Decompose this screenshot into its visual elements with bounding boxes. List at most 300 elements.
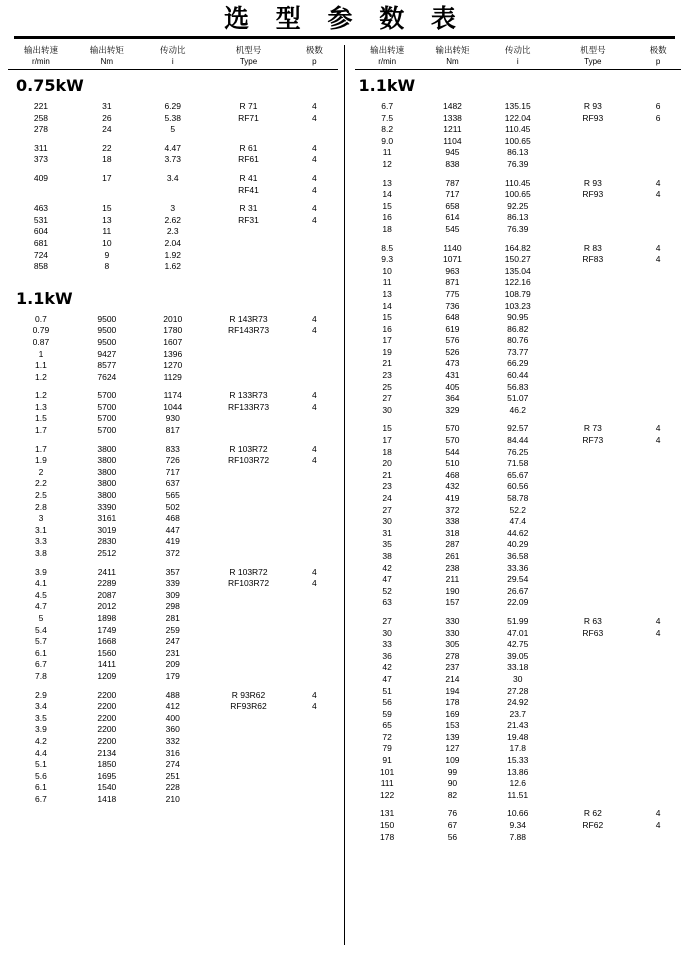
cell-poles: 4 [312,142,317,153]
cell-output-speed: 858 [33,261,49,272]
cell-output-torque: 1695 [97,770,117,781]
cell-poles [635,458,681,470]
cell-output-speed: 5.1 [35,759,47,770]
header-output-torque-cn: 输出转矩 [435,45,470,55]
cell-poles [291,759,337,771]
cell-ratio: 372 [165,548,180,558]
cell-poles: 4 [655,242,661,253]
table-row [8,185,338,197]
cell-type [550,832,635,844]
table-row [8,390,338,402]
table-row [355,405,682,417]
cell-output-speed: 21 [382,358,392,369]
cell-output-torque: 2134 [97,747,117,758]
cell-output-torque: 211 [445,574,460,585]
power-rating-heading: 1.1kW [16,288,73,308]
cell-output-torque: 318 [445,527,460,538]
header-output-speed [355,45,420,67]
table-row [8,690,338,702]
cell-poles [635,778,681,790]
table-row [8,113,338,125]
cell-output-torque: 1211 [443,124,462,135]
cell-ratio: 17.8 [509,743,527,754]
cell-ratio: 502 [165,501,180,512]
cell-ratio: 1396 [163,348,183,359]
cell-output-speed: 52 [382,585,392,596]
table-row [355,674,682,686]
cell-ratio: 400 [165,712,180,723]
cell-type: R 31 [239,203,258,214]
right-column-body [355,76,682,843]
cell-output-torque: 364 [445,393,460,404]
cell-output-speed: 16 [382,212,392,223]
cell-ratio: 1780 [163,325,183,336]
table-row [355,423,682,435]
cell-output-torque: 570 [445,423,460,434]
cell-ratio: 209 [165,659,180,670]
cell-ratio: 231 [165,647,180,658]
table-row [8,625,338,637]
cell-output-speed: 72 [382,731,392,742]
table-row [8,502,338,514]
table-row [355,124,682,136]
cell-ratio: 66.29 [507,358,529,369]
cell-output-speed: 409 [33,172,49,183]
table-row [355,370,682,382]
cell-output-torque: 3800 [97,443,117,454]
table-row [355,243,682,255]
cell-output-speed: 3 [38,513,44,524]
cell-output-speed: 1.9 [35,455,47,466]
cell-poles [635,277,681,289]
cell-poles [291,261,337,273]
cell-ratio: 281 [165,612,180,623]
model-group [8,444,338,560]
cell-output-torque: 614 [445,212,460,223]
table-row [355,481,682,493]
cell-output-speed: 7.5 [381,112,394,123]
cell-ratio [140,185,206,197]
cell-ratio: 247 [165,636,180,647]
table-row [8,601,338,613]
cell-output-torque: 658 [445,200,460,211]
cell-poles [635,755,681,767]
table-row [355,720,682,732]
cell-output-torque: 2512 [97,548,117,558]
cell-poles [635,370,681,382]
cell-output-speed: 15 [382,312,392,323]
table-row [8,613,338,625]
table-row [8,261,338,273]
table-row [355,393,682,405]
cell-output-torque: 238 [445,562,460,573]
cell-poles [635,743,681,755]
cell-output-speed: 10 [382,265,392,276]
cell-type: R 103R72 [229,443,268,454]
cell-output-speed: 0.7 [35,313,47,324]
cell-output-torque: 945 [445,147,460,158]
cell-output-torque: 1071 [442,254,462,265]
cell-output-torque: 329 [445,404,460,415]
table-row [355,686,682,698]
cell-output-torque: 127 [445,743,460,754]
cell-ratio: 100.65 [504,189,531,200]
cell-output-speed: 5.6 [35,770,47,781]
cell-ratio: 6.29 [164,101,181,111]
cell-output-speed: 14 [382,300,392,311]
cell-type [550,358,635,370]
cell-poles [291,671,337,683]
cell-ratio: 833 [165,443,180,454]
cell-ratio: 71.58 [507,458,529,469]
cell-output-speed: 14 [382,189,392,200]
cell-output-torque: 570 [445,435,460,446]
cell-type [206,525,292,537]
cell-type [206,413,292,425]
cell-type [550,301,635,313]
cell-output-speed: 4.2 [35,735,47,746]
table-row [355,832,682,844]
cell-ratio: 46.2 [509,404,527,415]
table-row [355,382,682,394]
cell-poles: 4 [655,423,661,434]
cell-type: RF143R73 [227,325,270,336]
cell-ratio: 110.45 [505,124,531,135]
cell-type: RF63 [582,627,604,638]
table-columns [8,45,681,945]
table-row [8,659,338,671]
cell-output-speed: 2.9 [35,689,47,700]
cell-output-speed [8,185,74,197]
cell-type [550,662,635,674]
cell-type: R 93 [583,177,602,188]
table-row [8,578,338,590]
cell-poles [635,447,681,459]
table-row [8,713,338,725]
cell-poles [635,686,681,698]
cell-poles: 6 [655,112,661,123]
table-row [8,701,338,713]
cell-ratio: 92.57 [507,423,529,434]
cell-ratio: 565 [165,490,180,501]
model-group [8,390,338,436]
header-output-torque-cn: 输出转矩 [89,45,124,55]
cell-output-torque: 2200 [97,701,117,712]
table-row [355,516,682,528]
cell-type [206,490,292,502]
cell-ratio: 259 [165,624,180,635]
cell-poles: 4 [312,184,317,195]
table-row [8,548,338,560]
cell-poles [291,601,337,613]
cell-poles: 4 [312,689,317,700]
cell-output-speed: 681 [33,237,49,248]
cell-ratio: 1174 [163,390,182,401]
cell-output-torque: 2200 [97,735,117,746]
group-spacer [8,196,338,203]
table-row [355,147,682,159]
cell-type: RF83 [582,254,604,265]
group-spacer [8,166,338,173]
cell-ratio: 33.36 [507,562,529,573]
cell-output-torque: 2200 [97,712,117,723]
cell-output-speed: 5.4 [35,624,47,635]
cell-poles [635,224,681,236]
table-row [355,628,682,640]
table-row [355,289,682,301]
cell-poles [291,736,337,748]
cell-poles [635,662,681,674]
table-row [8,478,338,490]
cell-poles: 4 [655,177,661,188]
cell-output-speed: 25 [382,381,392,392]
cell-ratio: 2.04 [164,237,181,248]
cell-output-torque: 372 [445,504,460,515]
cell-output-speed: 4.5 [35,589,47,600]
right-column [345,45,682,945]
cell-type [206,548,292,560]
cell-output-speed: 17 [382,335,392,346]
cell-poles [635,312,681,324]
left-header-divider [8,69,338,70]
table-row [355,159,682,171]
cell-type [550,447,635,459]
cell-ratio: 23.7 [509,708,527,719]
cell-poles [291,771,337,783]
cell-type [550,597,635,609]
header-ratio-cn: 传动比 [504,45,531,55]
cell-ratio: 726 [165,455,180,466]
cell-ratio: 150.27 [504,254,531,265]
header-output-torque [74,45,140,67]
cell-poles [291,124,337,136]
cell-ratio: 122.16 [504,277,531,288]
table-row [355,808,682,820]
cell-type [206,536,292,548]
cell-ratio: 309 [165,589,180,600]
cell-output-torque: 330 [445,627,460,638]
cell-output-speed: 9.0 [381,135,394,146]
cell-poles [635,212,681,224]
cell-poles: 4 [655,615,661,626]
cell-output-torque: 3800 [97,466,117,477]
cell-ratio: 357 [165,566,180,577]
cell-poles [635,516,681,528]
cell-type [206,771,292,783]
cell-poles [291,613,337,625]
cell-type [206,467,292,479]
cell-poles [635,382,681,394]
cell-poles [635,159,681,171]
cell-ratio: 58.78 [507,493,529,503]
table-row [8,314,338,326]
cell-output-torque: 11 [102,226,112,237]
cell-type [550,639,635,651]
cell-poles [291,548,337,560]
cell-ratio: 7.88 [509,831,527,842]
table-row [8,250,338,262]
cell-ratio: 51.99 [507,615,529,626]
cell-type [550,755,635,767]
header-poles [635,45,681,67]
cell-type: RF41 [238,184,259,195]
cell-ratio: 108.79 [504,288,531,299]
header-type [206,45,292,67]
cell-poles [291,478,337,490]
cell-poles: 4 [312,172,317,183]
table-row [355,639,682,651]
cell-ratio: 717 [165,466,180,477]
cell-output-torque: 963 [445,265,460,276]
cell-output-speed: 0.79 [32,325,50,336]
group-spacer [355,609,682,616]
model-group [355,423,682,609]
cell-ratio: 339 [165,578,180,589]
cell-poles: 4 [655,435,661,446]
header-type [550,45,635,67]
cell-output-torque: 3161 [97,513,117,524]
cell-output-torque: 5700 [97,425,117,436]
cell-output-torque: 237 [445,662,460,673]
cell-type: RF93 [582,189,604,200]
cell-ratio: 30 [513,673,523,684]
table-row [355,539,682,551]
cell-type [206,648,292,660]
cell-ratio: 2.62 [164,214,181,225]
cell-ratio: 36.58 [507,550,529,561]
cell-ratio: 228 [165,782,180,793]
cell-output-speed: 3.9 [35,566,47,577]
cell-output-speed: 17 [382,435,392,446]
cell-output-torque: 330 [445,615,460,626]
cell-output-speed: 4.4 [35,747,47,758]
cell-output-speed: 1.2 [35,371,47,382]
cell-type: RF93 [582,112,604,123]
cell-output-torque: 169 [445,708,460,719]
cell-output-torque: 648 [445,312,460,323]
table-row [8,215,338,227]
cell-type [206,337,292,349]
cell-output-torque: 13 [102,214,112,225]
cell-poles [635,732,681,744]
cell-poles [291,659,337,671]
cell-output-speed: 15 [382,200,392,211]
cell-ratio: 60.44 [507,370,529,381]
cell-output-speed: 20 [382,458,392,469]
cell-output-torque: 1411 [97,659,116,670]
cell-output-speed: 3.9 [35,724,47,735]
cell-poles [635,563,681,575]
cell-ratio: 110.45 [505,177,531,188]
cell-type [550,405,635,417]
cell-ratio: 1.62 [164,261,181,272]
cell-output-speed: 23 [382,481,392,492]
cell-type: R 83 [583,242,602,253]
header-ratio [485,45,550,67]
cell-output-speed: 38 [382,550,392,561]
cell-type [206,601,292,613]
cell-output-torque: 3800 [97,478,117,489]
cell-ratio: 4.47 [164,142,181,153]
cell-output-speed: 27 [382,393,392,404]
model-group [355,616,682,802]
cell-output-speed: 3.8 [35,548,47,558]
cell-output-torque: 305 [445,639,460,650]
cell-poles [291,226,337,238]
cell-type [206,478,292,490]
cell-type [550,289,635,301]
cell-type [206,250,292,262]
cell-type: RF103R72 [227,455,270,466]
cell-type [206,502,292,514]
cell-ratio: 24.92 [507,697,529,708]
left-column-header [8,45,338,69]
cell-type [550,147,635,159]
header-poles-cn: 极数 [649,45,667,55]
cell-poles [291,724,337,736]
cell-output-torque: 8577 [97,360,117,371]
cell-type [550,393,635,405]
cell-poles [635,551,681,563]
cell-output-torque: 576 [445,335,460,346]
cell-ratio: 298 [165,601,180,612]
cell-type: RF31 [238,214,259,225]
cell-poles [635,709,681,721]
cell-poles [291,636,337,648]
cell-ratio: 86.82 [507,323,529,334]
table-row [8,794,338,806]
cell-type [550,224,635,236]
cell-output-speed: 16 [382,323,392,334]
group-spacer [355,171,682,178]
cell-output-speed: 1.5 [35,413,47,424]
cell-output-torque: 9500 [97,325,117,336]
cell-output-torque: 76 [447,808,458,819]
model-group [355,101,682,171]
cell-output-speed: 3.1 [35,524,47,535]
cell-ratio: 76.39 [507,223,529,234]
cell-output-torque: 468 [445,469,460,480]
cell-poles [291,372,337,384]
cell-poles [291,782,337,794]
table-row [8,636,338,648]
table-row [355,266,682,278]
table-row [355,551,682,563]
cell-output-speed: 27 [382,615,392,626]
cell-output-speed: 4.7 [35,601,47,612]
cell-output-speed: 221 [33,101,49,111]
cell-poles [635,347,681,359]
cell-type [550,324,635,336]
cell-poles [635,147,681,159]
cell-output-torque: 1209 [97,670,117,681]
table-row [8,513,338,525]
cell-poles [635,124,681,136]
table-row [355,493,682,505]
cell-output-torque: 15 [102,203,112,214]
group-spacer [8,560,338,567]
cell-output-torque: 544 [445,446,460,457]
cell-ratio: 21.43 [507,720,529,731]
cell-output-speed: 19 [382,346,392,357]
cell-poles: 4 [655,808,661,819]
cell-ratio: 1607 [163,336,183,347]
cell-output-speed: 1.7 [35,425,47,436]
cell-type [550,370,635,382]
cell-poles: 4 [312,443,317,454]
cell-output-torque: 190 [445,585,460,596]
power-rating-heading: 1.1kW [358,76,416,95]
